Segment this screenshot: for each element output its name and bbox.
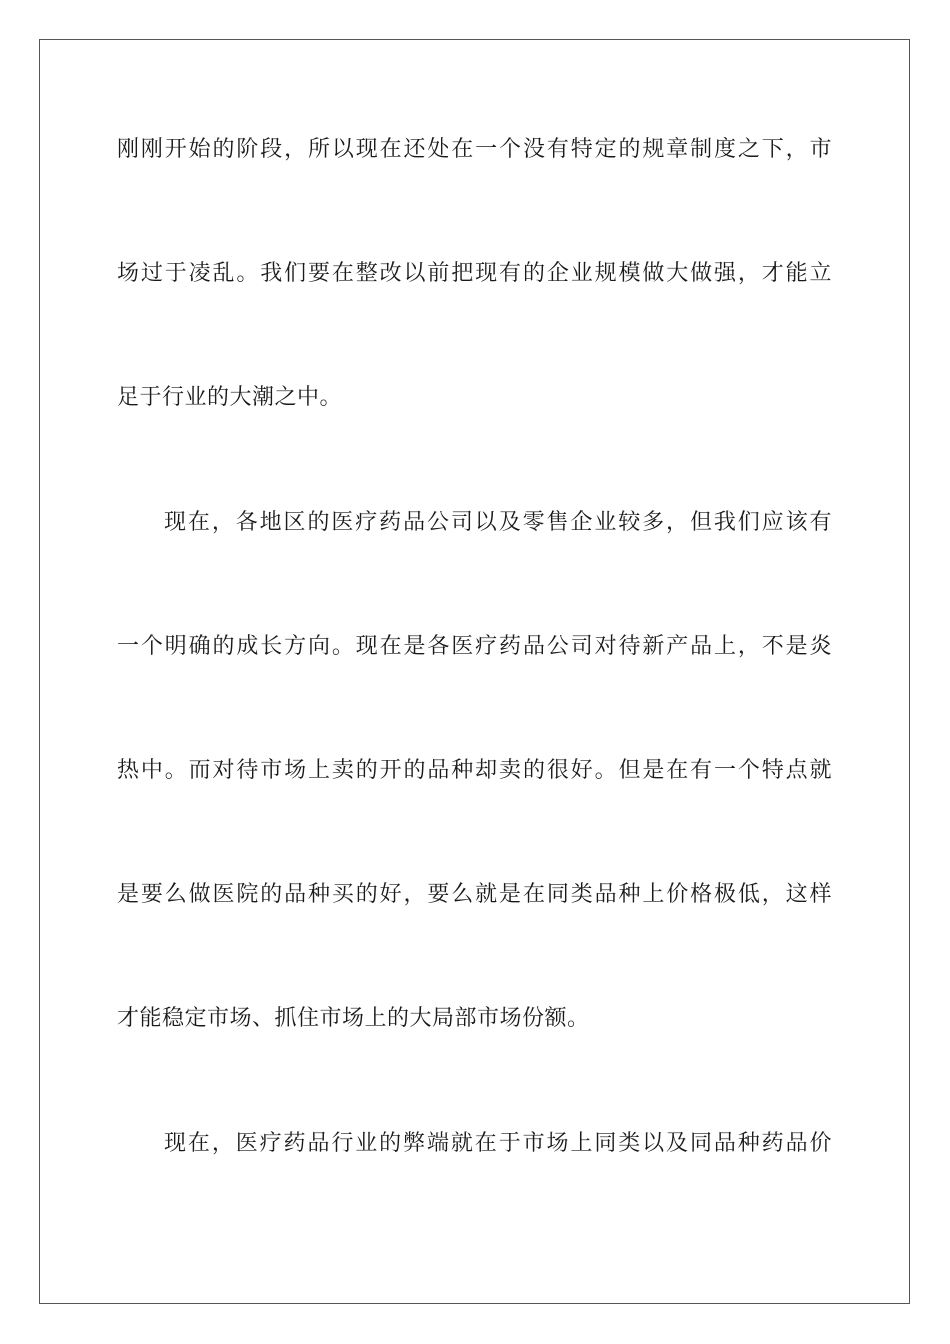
text-line: 才能稳定市场、抓住市场上的大局部市场份额。 <box>117 1006 590 1031</box>
text-line: 刚刚开始的阶段，所以现在还处在一个没有特定的规章制度之下，市 <box>117 137 832 162</box>
paragraph-first-line: 现在，医疗药品行业的弊端就在于市场上同类以及同品种药品价 <box>164 1131 832 1156</box>
text-line: 是要么做医院的品种买的好，要么就是在同类品种上价格极低，这样 <box>117 882 832 907</box>
text-line: 场过于凌乱。我们要在整改以前把现有的企业规模做大做强，才能立 <box>117 261 832 286</box>
text-line: 热中。而对待市场上卖的开的品种却卖的很好。但是在有一个特点就 <box>117 758 832 783</box>
text-line: 足于行业的大潮之中。 <box>117 385 343 410</box>
paragraph-first-line: 现在，各地区的医疗药品公司以及零售企业较多，但我们应该有 <box>164 510 832 535</box>
page-border <box>39 39 910 1304</box>
text-line: 一个明确的成长方向。现在是各医疗药品公司对待新产品上，不是炎 <box>117 634 832 659</box>
